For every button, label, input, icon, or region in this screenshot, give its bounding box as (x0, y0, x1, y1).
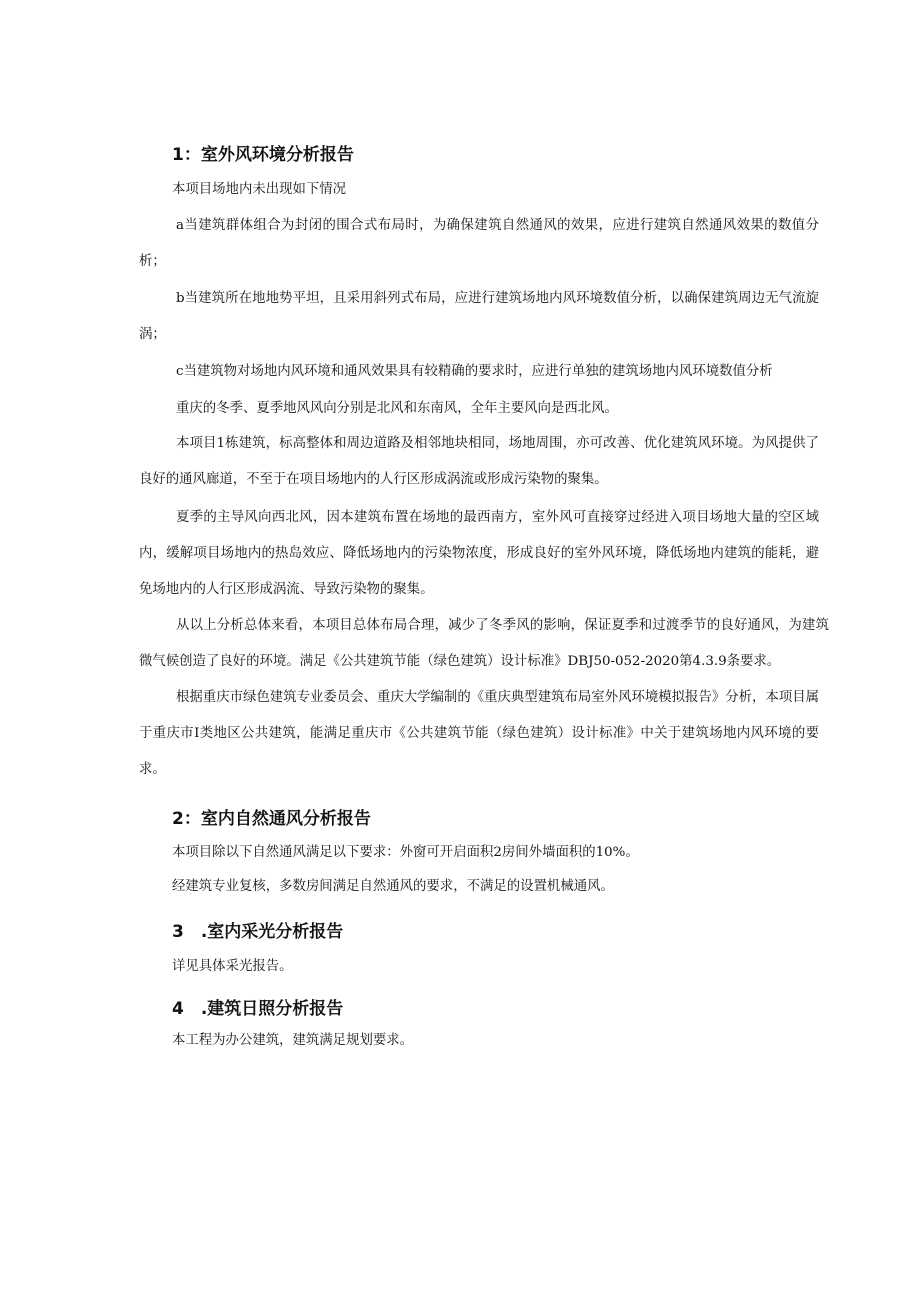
section-1-intro: 本项目场地内未出现如下情况 (172, 182, 347, 197)
section-1-item-c: c当建筑物对场地内风环境和通风效果具有较精确的要求时，应进行单独的建筑场地内风环境数值分析 (176, 364, 773, 379)
section-2-para-2: 经建筑专业复核，多数房间满足自然通风的要求，不满足的设置机械通风。 (172, 879, 614, 894)
section-3-heading: 3 .室内采光分析报告 (172, 922, 344, 942)
section-1-para-3: 夏季的主导风向西北风，因本建筑布置在场地的最西南方，室外风可直接穿过经进入项目场地大量的空区域内，缓解项目场地内的热岛效应、降低场地内的污染物浓度，形成良好的室外风环境，降低场地内建筑的能耗，避免场地内的人行区形成涡流、导致污染物的聚集。 (139, 510, 819, 597)
section-1-heading: 1：室外风环境分析报告 (172, 145, 354, 165)
section-1-item-a: a当建筑群体组合为封闭的围合式布局时，为确保建筑自然通风的效果，应进行建筑自然通风效果的数值分析； (139, 218, 819, 269)
section-1-para-5: 根据重庆市绿色建筑专业委员会、重庆大学编制的《重庆典型建筑布局室外风环境模拟报告》分析，本项目属于重庆市I类地区公共建筑，能满足重庆市《公共建筑节能（绿色建筑）设计标准》中关于建筑场地内风环境的要求。 (139, 690, 819, 777)
section-1-para-1: 重庆的冬季、夏季地风风向分别是北风和东南风，全年主要风向是西北风。 (176, 401, 618, 416)
section-1-para-4: 从以上分析总体来看，本项目总体布局合理，减少了冬季风的影响，保证夏季和过渡季节的良好通风，为建筑微气候创造了良好的环境。满足《公共建筑节能（绿色建筑）设计标准》DBJ50-052-2020第4.3.9条要求。 (139, 618, 829, 669)
section-1-para-2: 本项目1栋建筑，标高整体和周边道路及相邻地块相同，场地周围，亦可改善、优化建筑风环境。为风提供了良好的通风廊道，不至于在项目场地内的人行区形成涡流或形成污染物的聚集。 (139, 436, 819, 487)
section-4-para-1: 本工程为办公建筑，建筑满足规划要求。 (172, 1033, 414, 1048)
section-4-heading: 4 .建筑日照分析报告 (172, 999, 344, 1019)
section-2-heading: 2：室内自然通风分析报告 (172, 809, 371, 829)
section-2-para-1: 本项目除以下自然通风满足以下要求：外窗可开启面积2房间外墙面积的10%。 (172, 845, 639, 860)
section-3-para-1: 详见具体采光报告。 (172, 959, 293, 974)
section-1-item-b: b当建筑所在地地势平坦，且采用斜列式布局，应进行建筑场地内风环境数值分析，以确保建筑周边无气流旋涡； (139, 291, 819, 342)
